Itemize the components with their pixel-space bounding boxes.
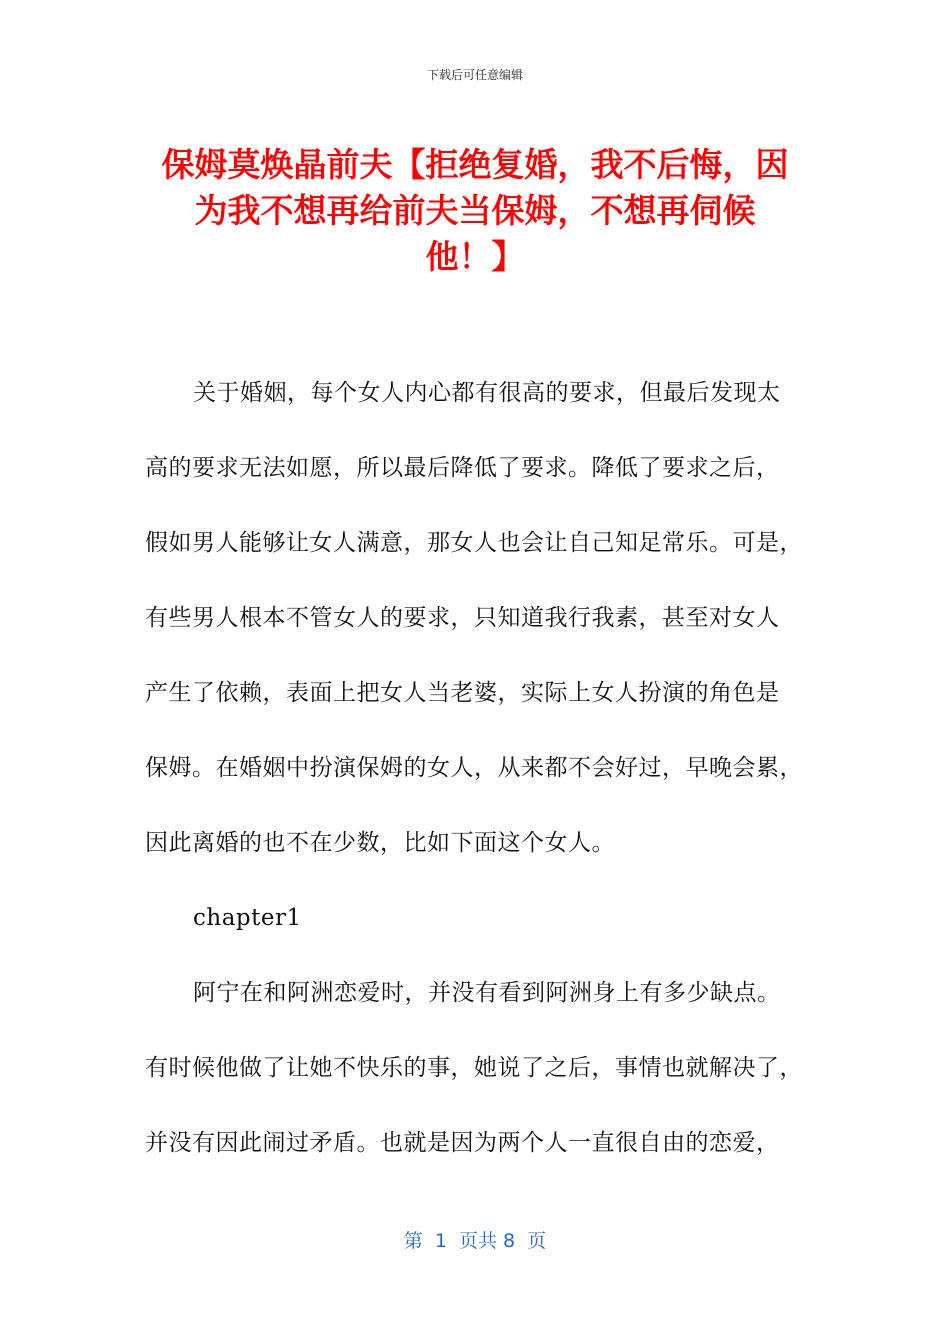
page-footer: 第 1 页共 8 页 bbox=[403, 1230, 547, 1252]
text-line: 产生了依赖，表面上把女人当老婆，实际上女人扮演的角色是 bbox=[145, 680, 780, 706]
title-line: 为我不想再给前夫当保姆，不想再伺候 bbox=[194, 191, 756, 230]
header-note: 下载后可任意编辑 bbox=[426, 68, 523, 82]
title-line: 他！】 bbox=[425, 237, 525, 276]
text-line: 高的要求无法如愿，所以最后降低了要求。降低了要求之后， bbox=[145, 455, 780, 481]
text-line: 因此离婚的也不在少数，比如下面这个女人。 bbox=[145, 830, 615, 856]
text-line: 并没有因此闹过矛盾。也就是因为两个人一直很自由的恋爱， bbox=[145, 1130, 780, 1156]
text-line: 有些男人根本不管女人的要求，只知道我行我素，甚至对女人 bbox=[145, 605, 780, 631]
title-line: 保姆莫焕晶前夫【拒绝复婚，我不后悔，因 bbox=[161, 145, 789, 184]
chapter-heading: chapter1 bbox=[193, 905, 302, 931]
text-line: 阿宁在和阿洲恋爱时，并没有看到阿洲身上有多少缺点。 bbox=[193, 980, 781, 1006]
text-line: 保姆。在婚姻中扮演保姆的女人，从来都不会好过，早晚会累， bbox=[145, 755, 803, 781]
text-line: 假如男人能够让女人满意，那女人也会让自己知足常乐。可是， bbox=[145, 530, 803, 556]
text-line: 关于婚姻，每个女人内心都有很高的要求，但最后发现太 bbox=[193, 380, 781, 406]
body-paragraph-1 bbox=[145, 356, 815, 1181]
document-title bbox=[150, 142, 800, 280]
text-line: 有时候他做了让她不快乐的事，她说了之后，事情也就解决了， bbox=[145, 1055, 803, 1081]
